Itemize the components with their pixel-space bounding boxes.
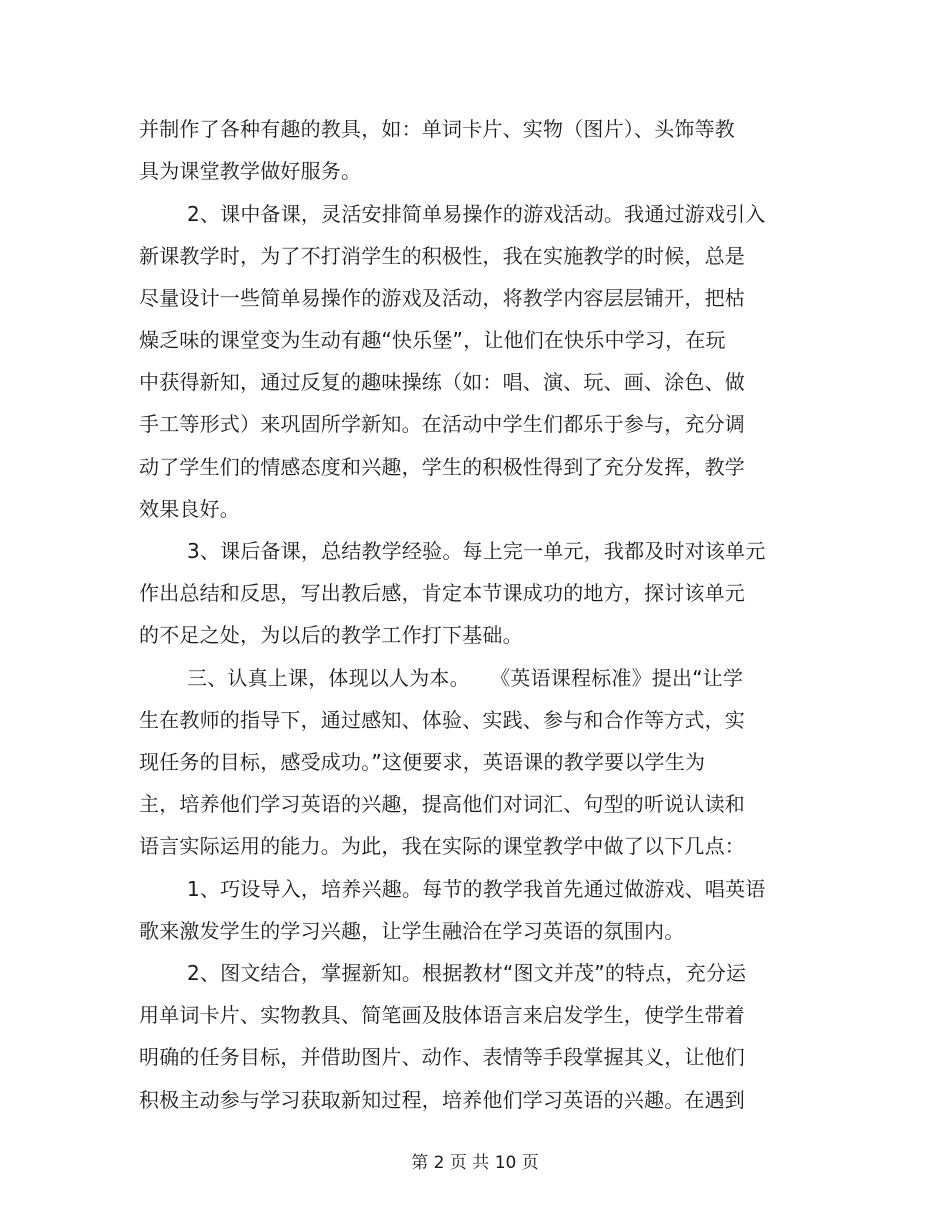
section-heading-line: 三、认真上课，体现以人为本。 《英语课程标准》提出“让学 [187, 666, 744, 690]
text-line: 新课教学时，为了不打消学生的积极性，我在实施教学的时候，总是 [139, 244, 745, 268]
text-line: 1、巧设导入，培养兴趣。每节的教学我首先通过做游戏、唱英语 [187, 877, 766, 901]
text-line: 明确的任务目标，并借助图片、动作、表情等手段掌握其义，让他们 [139, 1045, 745, 1069]
text-line: 2、课中备课，灵活安排简单易操作的游戏活动。我通过游戏引入 [187, 202, 766, 226]
text-line: 动了学生们的情感态度和兴趣，学生的积极性得到了充分发挥，教学 [139, 455, 745, 479]
text-line: 歌来激发学生的学习兴趣，让学生融洽在学习英语的氛围内。 [139, 919, 685, 943]
text-line: 手工等形式）来巩固所学新知。在活动中学生们都乐于参与，充分调 [139, 412, 745, 436]
page-number-footer: 第 2 页 共 10 页 [411, 1153, 539, 1173]
text-line: 效果良好。 [139, 497, 240, 521]
text-line: 主，培养他们学习英语的兴趣，提高他们对词汇、句型的听说认读和 [139, 792, 745, 816]
text-line: 的不足之处，为以后的教学工作打下基础。 [139, 623, 523, 647]
text-line: 2、图文结合，掌握新知。根据教材“图文并茂”的特点，充分运 [187, 961, 747, 985]
text-line: 中获得新知，通过反复的趣味操练（如：唱、演、玩、画、涂色、做 [139, 370, 745, 394]
text-line: 具为课堂教学做好服务。 [139, 159, 362, 183]
text-line: 并制作了各种有趣的教具，如：单词卡片、实物（图片）、头饰等教 [139, 117, 735, 141]
text-line: 作出总结和反思，写出教后感，肯定本节课成功的地方，探讨该单元 [139, 581, 745, 605]
text-line: 生在教师的指导下，通过感知、体验、实践、参与和合作等方式，实 [139, 708, 745, 732]
text-line: 尽量设计一些简单易操作的游戏及活动，将教学内容层层铺开，把枯 [139, 286, 745, 310]
text-line: 燥乏味的课堂变为生动有趣“快乐堡”，让他们在快乐中学习，在玩 [139, 328, 726, 352]
text-line: 3、课后备课，总结教学经验。每上完一单元，我都及时对该单元 [187, 539, 766, 563]
text-line: 现任务的目标，感受成功。”这便要求，英语课的教学要以学生为 [139, 750, 706, 774]
text-line: 积极主动参与学习获取新知过程，培养他们学习英语的兴趣。在遇到 [139, 1088, 745, 1112]
text-line: 语言实际运用的能力。为此，我在实际的课堂教学中做了以下几点： [139, 834, 745, 858]
text-line: 用单词卡片、实物教具、简笔画及肢体语言来启发学生，使学生带着 [139, 1003, 745, 1027]
